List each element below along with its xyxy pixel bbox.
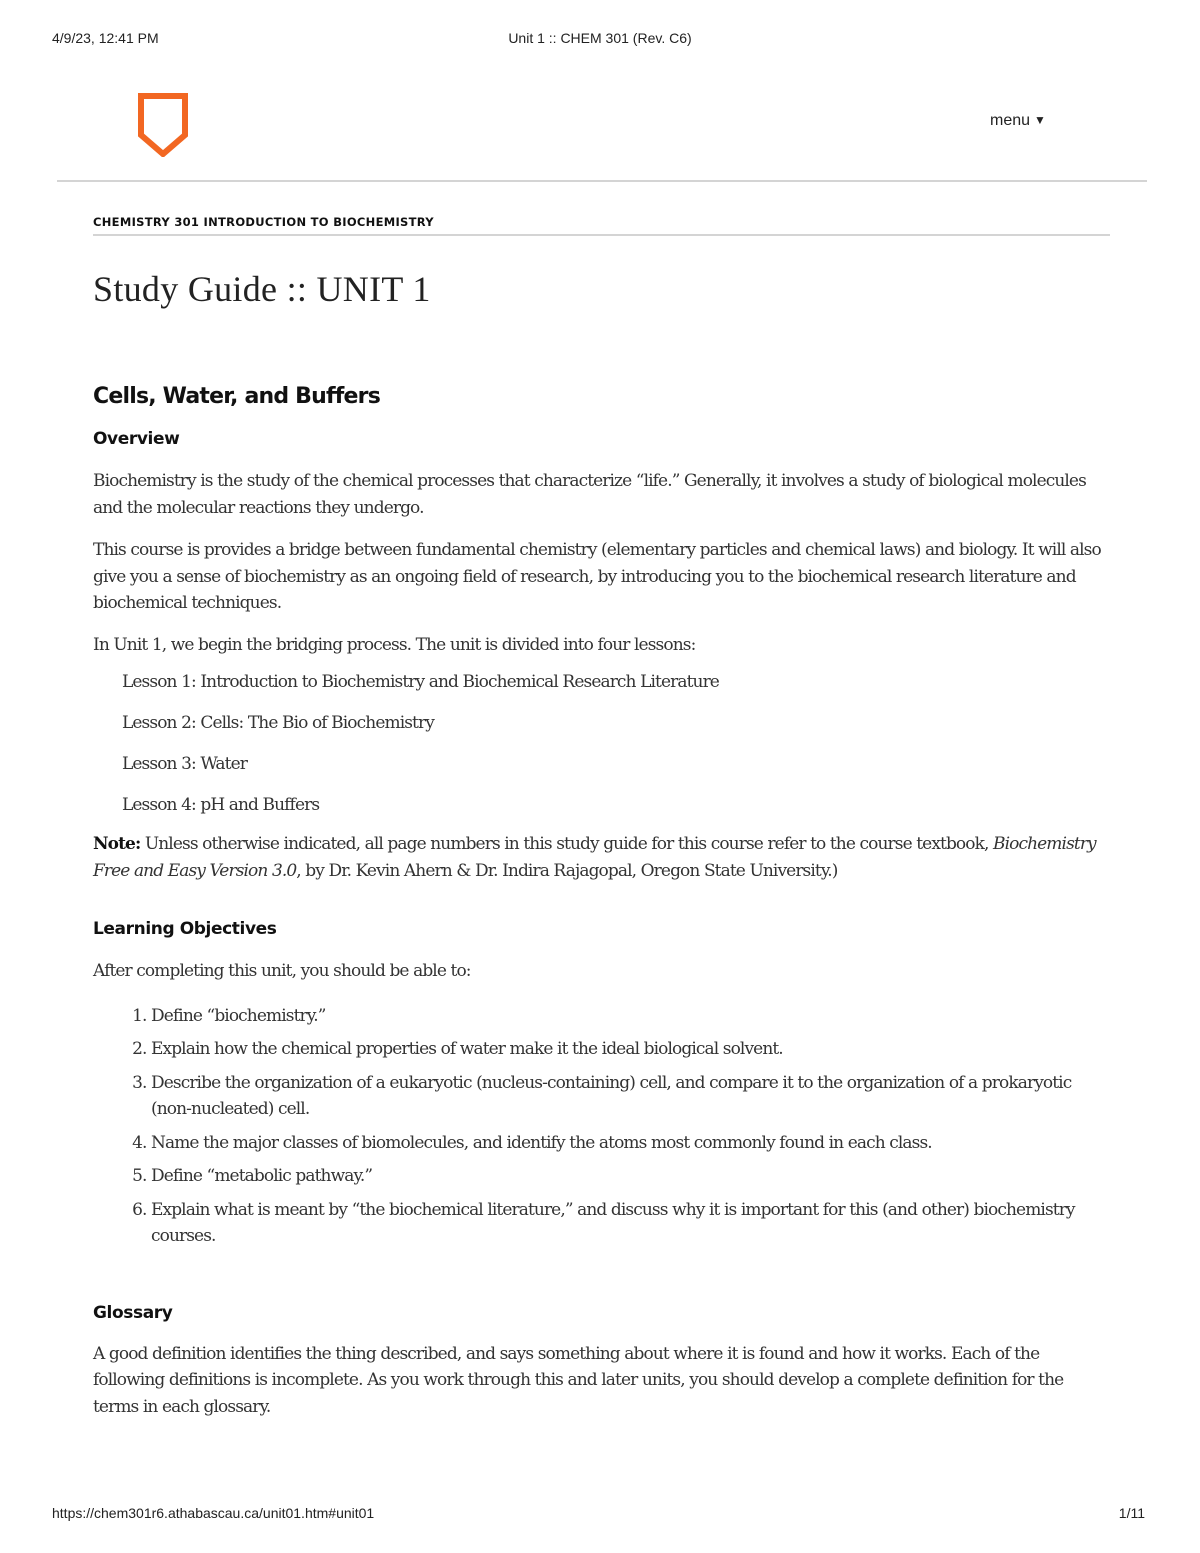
objective-item: 2. Explain how the chemical properties of water make it the ideal biological solvent. [151,1036,1108,1063]
lesson-item: Lesson 3: Water [122,754,247,774]
page-number: 1/11 [1118,1505,1145,1521]
objective-item: 5. Define “metabolic pathway.” [151,1163,1108,1190]
lesson-item: Lesson 1: Introduction to Biochemistry and Biochemical Research Literature [122,672,719,692]
print-header-datetime: 4/9/23, 12:41 PM [52,30,159,46]
objectives-list [93,1003,1108,1250]
lesson-item: Lesson 4: pH and Buffers [122,795,320,815]
print-footer [0,1505,1200,1525]
lesson-item: Lesson 2: Cells: The Bio of Biochemistry [122,713,434,733]
note-text: Unless otherwise indicated, all page numbers in this study guide for this course refer to the course textbook, [140,834,994,854]
caret-down-icon: ▼ [1034,113,1046,127]
objective-item: 4. Name the major classes of biomolecules, and identify the atoms most commonly found in each class. [151,1130,1108,1157]
print-header [0,30,1200,50]
objective-item: 3. Describe the organization of a eukaryotic (nucleus-containing) cell, and compare it to the organization of a prokaryotic (non-nucleated) cell. [151,1070,1108,1123]
lesson-list [93,669,1108,818]
overview-paragraph-1: Biochemistry is the study of the chemical processes that characterize “life.” Generally, it involves a study of biological molecules and the molecular reactions they undergo. [93,471,1086,518]
objectives-intro: After completing this unit, you should be able to: [93,961,471,981]
site-header [0,90,1200,182]
shield-icon[interactable] [138,93,188,157]
objective-item: 6. Explain what is meant by “the biochemical literature,” and discuss why it is important for this (and other) biochemistry courses. [151,1197,1108,1250]
objective-item: 1. Define “biochemistry.” [151,1003,1108,1030]
print-header-title: Unit 1 :: CHEM 301 (Rev. C6) [508,30,692,46]
objectives-heading: Learning Objectives [93,919,277,939]
overview-paragraph-2: This course is provides a bridge between fundamental chemistry (elementary particles and chemical laws) and biology. It will also give you a sense of biochemistry as an ongoing field of research, by introducing you to the biochemical research literature and biochemical techniques. [93,540,1101,613]
section-title: Cells, Water, and Buffers [93,384,381,409]
note-label: Note: [93,834,141,854]
textbook-title: Biochemistry Free and Easy Version 3.0 [93,834,1096,881]
header-divider [57,180,1147,182]
page-title: Study Guide :: UNIT 1 [93,269,431,309]
course-title-bar: CHEMISTRY 301 INTRODUCTION TO BIOCHEMISTRY [93,215,1110,236]
glossary-heading: Glossary [93,1302,173,1323]
menu-button[interactable] [990,112,1046,130]
main-content [93,268,1108,1420]
note-paragraph [93,831,1108,884]
overview-paragraph-3: In Unit 1, we begin the bridging process. The unit is divided into four lessons: [93,634,696,655]
page-url: https://chem301r6.athabascau.ca/unit01.htm#unit01 [52,1505,375,1521]
overview-heading: Overview [93,429,180,449]
menu-label: menu [990,112,1031,129]
glossary-paragraph: A good definition identifies the thing described, and says something about where it is found and how it works. Each of the following definitions is incomplete. As you work through this and later units, you should develop a complete definition for the terms in each glossary. [93,1343,1064,1417]
note-tail: , by Dr. Kevin Ahern & Dr. Indira Rajagopal, Oregon State University.) [296,860,838,881]
